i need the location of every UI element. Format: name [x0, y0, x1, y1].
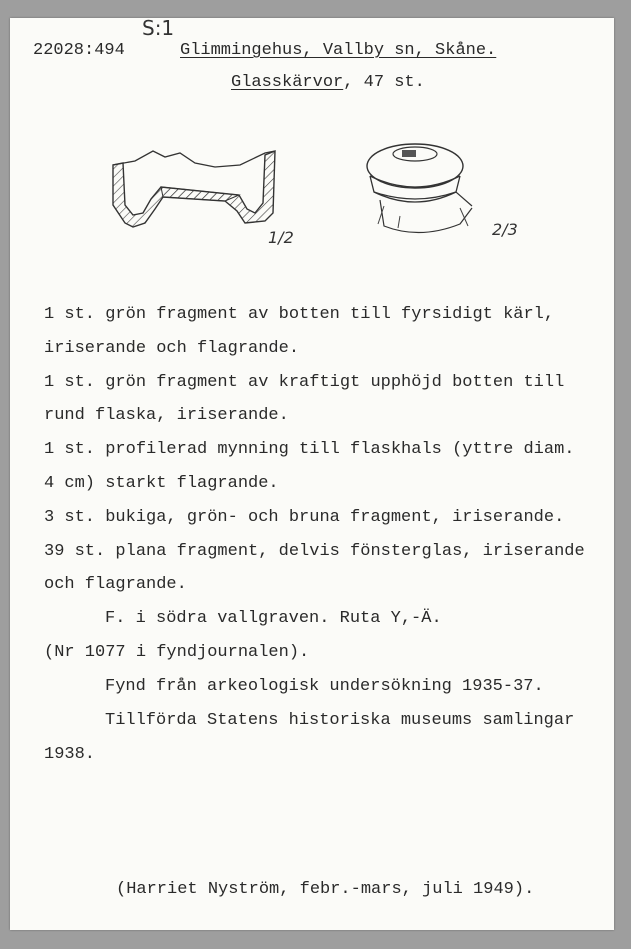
body-line: rund flaska, iriserande. — [44, 406, 289, 425]
findspot: F. i södra vallgraven. Ruta Y,-Ä. — [105, 609, 442, 628]
journal-reference: (Nr 1077 i fyndjournalen). — [44, 643, 310, 662]
bottle-mouth-drawing — [360, 136, 490, 246]
body-line: 1 st. grön fragment av botten till fyrsidigt kärl, — [44, 305, 555, 324]
body-line: 39 st. plana fragment, delvis fönsterglas, iriserande — [44, 542, 585, 561]
body-line: 1 st. grön fragment av kraftigt upphöjd botten till — [44, 373, 565, 392]
object-count: , 47 st. — [343, 73, 425, 92]
body-line: och flagrande. — [44, 575, 187, 594]
author-signature: (Harriet Nyström, febr.-mars, juli 1949). — [116, 880, 535, 899]
object-type: Glasskärvor — [231, 73, 344, 92]
excavation-note: Fynd från arkeologisk undersökning 1935-37. — [105, 677, 544, 696]
bottom-fragment-drawing — [105, 143, 285, 243]
right-scale: 2/3 — [492, 220, 518, 239]
site-name: Glimmingehus, Vallby sn, Skåne. — [180, 41, 497, 60]
body-line: 3 st. bukiga, grön- och bruna fragment, iriserande. — [44, 508, 565, 527]
catalog-number: 22028:494 — [33, 41, 125, 60]
catalog-card — [10, 18, 614, 930]
acquisition-year: 1938. — [44, 745, 96, 764]
body-line: iriserande och flagrande. — [44, 339, 300, 358]
object-heading — [231, 73, 425, 93]
body-line: 4 cm) starkt flagrande. — [44, 474, 279, 493]
left-scale: 1/2 — [268, 228, 294, 247]
body-line: 1 st. profilerad mynning till flaskhals (yttre diam. — [44, 440, 575, 459]
acquisition-note: Tillförda Statens historiska museums samlingar — [105, 711, 575, 730]
handwritten-mark: S:1 — [142, 16, 175, 40]
